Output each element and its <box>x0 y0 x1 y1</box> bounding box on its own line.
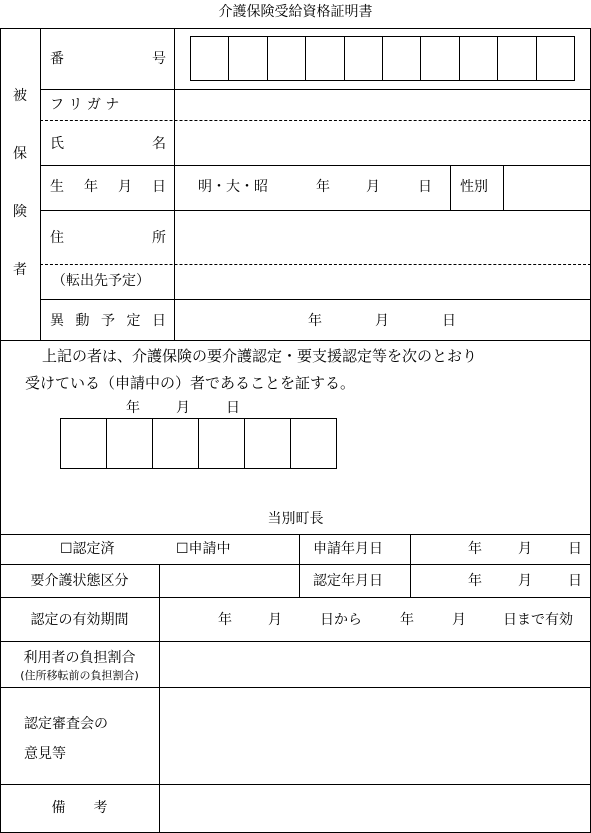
date-box[interactable] <box>153 419 199 468</box>
change-month-unit: 月 <box>375 313 389 329</box>
grid-line <box>0 534 591 535</box>
grid-line <box>450 165 451 210</box>
remarks-label: 備 考 <box>51 800 108 816</box>
side-char: 保 <box>13 146 27 162</box>
birth-year-unit: 年 <box>316 179 330 195</box>
grid-line <box>0 28 591 29</box>
change-day-unit: 日 <box>442 313 456 329</box>
digit-box[interactable] <box>306 37 344 80</box>
moving-to-label: （転出先予定） <box>52 273 150 289</box>
birth-day-unit: 日 <box>418 179 432 195</box>
side-char: 険 <box>13 204 27 220</box>
committee-label-line-1: 認定審査会の <box>24 716 108 732</box>
insured-number-label <box>50 51 166 67</box>
valid-from-day-unit: 日から <box>320 612 362 628</box>
cert-day-unit: 日 <box>568 573 582 589</box>
grid-line <box>410 534 411 597</box>
committee-opinion-field[interactable] <box>160 688 590 784</box>
label-char: 異 <box>50 313 64 329</box>
digit-box[interactable] <box>268 37 306 80</box>
furigana-label: フ リ ガ ナ <box>50 97 120 113</box>
issuer-title: 当別町長 <box>267 511 324 527</box>
digit-box[interactable] <box>460 37 498 80</box>
app-month-unit: 月 <box>518 541 532 557</box>
label-char: 予 <box>101 313 115 329</box>
birthdate-label <box>50 179 166 195</box>
grid-line <box>0 597 591 598</box>
digit-box[interactable] <box>345 37 383 80</box>
document-title: 介護保険受給資格証明書 <box>218 4 373 20</box>
insured-number-boxes[interactable] <box>190 36 575 81</box>
burden-label: 利用者の負担割合 <box>23 650 136 666</box>
grid-line <box>299 534 300 597</box>
cert-date-label: 認定年月日 <box>313 573 383 589</box>
application-date-label: 申請年月日 <box>313 541 383 557</box>
date-box[interactable] <box>107 419 153 468</box>
valid-to-day-unit: 日まで有効 <box>503 612 573 628</box>
label-char: 名 <box>152 136 166 152</box>
gender-label: 性別 <box>460 179 488 195</box>
app-day-unit: 日 <box>568 541 582 557</box>
valid-from-year-unit: 年 <box>218 612 232 628</box>
certification-line-1: 上記の者は、介護保険の要介護認定・要支援認定等を次のとおり <box>42 347 478 365</box>
remarks-field[interactable] <box>160 785 590 832</box>
moving-to-field[interactable] <box>175 265 590 299</box>
applying-checkbox[interactable]: ☐申請中 <box>176 541 231 557</box>
date-box[interactable] <box>291 419 336 468</box>
label-char: 月 <box>118 179 132 195</box>
cert-month-unit: 月 <box>518 573 532 589</box>
name-label <box>50 136 166 152</box>
birth-month-unit: 月 <box>366 179 380 195</box>
digit-box[interactable] <box>191 37 229 80</box>
grid-line <box>40 28 41 340</box>
address-field[interactable] <box>175 211 590 264</box>
grid-line <box>40 299 591 300</box>
date-box[interactable] <box>61 419 107 468</box>
validity-label: 認定の有効期間 <box>30 612 129 628</box>
digit-box[interactable] <box>421 37 459 80</box>
label-char: 所 <box>152 230 166 246</box>
date-box[interactable] <box>199 419 245 468</box>
grid-line <box>0 340 591 341</box>
digit-box[interactable] <box>537 37 574 80</box>
valid-to-year-unit: 年 <box>400 612 414 628</box>
change-year-unit: 年 <box>308 313 322 329</box>
address-label <box>50 230 166 246</box>
cert-date-day-unit: 日 <box>226 400 240 416</box>
side-char: 者 <box>13 262 27 278</box>
committee-label-line-2: 意見等 <box>24 746 66 762</box>
name-field[interactable] <box>175 121 590 165</box>
certified-checkbox[interactable]: ☐認定済 <box>60 541 115 557</box>
app-year-unit: 年 <box>468 541 482 557</box>
label-char: 住 <box>50 230 64 246</box>
side-char: 被 <box>13 88 27 104</box>
cert-date-month-unit: 月 <box>176 400 190 416</box>
cert-date-year-unit: 年 <box>126 400 140 416</box>
care-level-field[interactable] <box>160 565 299 597</box>
label-char: 定 <box>126 313 141 329</box>
gender-field[interactable] <box>504 166 590 210</box>
label-char: 年 <box>84 179 98 195</box>
label-char: 日 <box>152 179 166 195</box>
furigana-field[interactable] <box>175 90 590 120</box>
label-char: 動 <box>75 313 90 329</box>
label-char: 氏 <box>50 136 64 152</box>
burden-note: (住所移転前の負担割合) <box>20 669 139 682</box>
digit-box[interactable] <box>229 37 267 80</box>
change-date-label <box>50 313 166 329</box>
cert-date-boxes[interactable] <box>60 418 337 469</box>
label-char: 号 <box>152 51 166 67</box>
date-box[interactable] <box>245 419 291 468</box>
care-level-label: 要介護状態区分 <box>30 573 129 589</box>
label-char: 日 <box>152 313 166 329</box>
digit-box[interactable] <box>383 37 421 80</box>
burden-field[interactable] <box>160 642 590 687</box>
label-char: 生 <box>50 179 64 195</box>
valid-to-month-unit: 月 <box>452 612 466 628</box>
label-char: 番 <box>50 51 64 67</box>
certification-line-2: 受けている（申請中の）者であることを証する。 <box>25 374 356 392</box>
birth-era: 明・大・昭 <box>198 179 268 195</box>
digit-box[interactable] <box>498 37 536 80</box>
valid-from-month-unit: 月 <box>268 612 282 628</box>
insured-side-label <box>0 88 40 320</box>
cert-year-unit: 年 <box>468 573 482 589</box>
